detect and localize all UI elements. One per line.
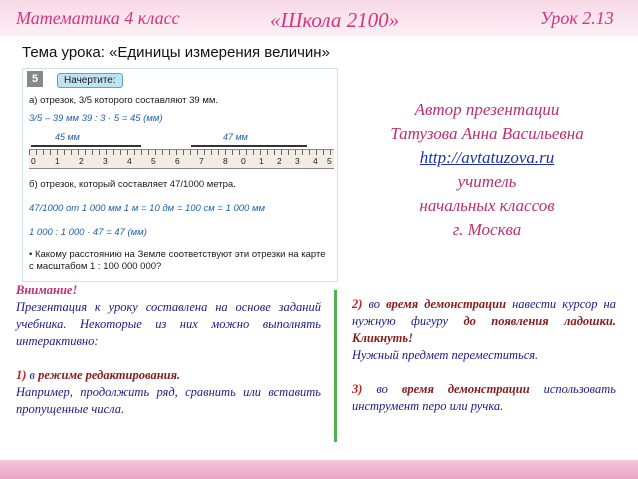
author-city: г. Москва: [452, 220, 522, 239]
intro-text: Презентация к уроку составлена на основе заданий учебника. Некоторые из них можно выполнять интерактивно:: [16, 300, 321, 348]
item2-number: 2): [352, 297, 369, 311]
author-name: Татузова Анна Васильевна: [390, 124, 584, 143]
program-label: «Школа 2100»: [270, 8, 400, 32]
item3-prefix: во: [376, 382, 402, 396]
item2-demo: время демонстрации: [386, 297, 507, 311]
ruler-number: 1: [259, 156, 264, 166]
item3-demo: время демонстрации: [401, 382, 530, 396]
item2-after: Нужный предмет переместиться.: [352, 348, 539, 362]
subject-label: Математика 4 класс: [16, 8, 180, 28]
ruler-number: 7: [199, 156, 204, 166]
author-link[interactable]: http://avtatuzova.ru: [419, 148, 555, 167]
ruler-number: 5: [327, 156, 332, 166]
ruler-number: 8: [223, 156, 228, 166]
right-instructions: [352, 296, 616, 415]
item2-prefix: во: [368, 297, 387, 311]
author-role-2: начальных классов: [419, 196, 555, 215]
item3-text: использовать инструмент перо или ручка.: [352, 382, 616, 413]
item2-middle: навести курсор на нужную фигуру: [352, 297, 616, 328]
ruler-number: 0: [31, 156, 36, 166]
author-role: учитель: [457, 172, 517, 191]
ruler-number: 1: [55, 156, 60, 166]
ruler-number: 6: [175, 156, 180, 166]
textbook-excerpt: [22, 68, 338, 282]
exercise-line-b: б) отрезок, который составляет 47/1000 метра.: [29, 179, 236, 190]
exercise-line-a: а) отрезок, 3/5 которого составляют 39 мм.: [29, 95, 219, 106]
lesson-topic: Тема урока: «Единицы измерения величин»: [22, 44, 330, 61]
ruler-ticks: [29, 150, 334, 155]
author-title: Автор презентации: [414, 100, 560, 119]
item1-number: 1): [16, 368, 30, 382]
ruler: [29, 149, 334, 169]
segment-1: [31, 145, 141, 147]
author-block: [352, 98, 622, 242]
item2-action: до появления ладошки. Кликнуть!: [352, 314, 616, 345]
ruler-number: 3: [103, 156, 108, 166]
ruler-number: 5: [151, 156, 156, 166]
item1-mode: режиме редактирования.: [38, 368, 181, 382]
exercise-question: • Какому расстоянию на Земле соответствуют эти отрезки на карте с масштабом 1 : 100 000 000?: [29, 249, 326, 272]
lesson-label: Урок 2.13: [540, 8, 614, 28]
item3-number: 3): [352, 382, 377, 396]
ruler-number: 0: [241, 156, 246, 166]
exercise-calc-b2: 1 000 : 1 000 · 47 = 47 (мм): [29, 227, 147, 238]
ruler-number: 2: [79, 156, 84, 166]
exercise-calc-b1: 47/1000 от 1 000 мм 1 м = 10 дм = 100 см = 1 000 мм: [29, 203, 265, 214]
exercise-task: Начертите:: [57, 73, 123, 88]
exercise-calc-a: 3/5 – 39 мм 39 : 3 · 5 = 45 (мм): [29, 113, 163, 124]
attention-heading: Внимание!: [16, 283, 78, 297]
ruler-number: 3: [295, 156, 300, 166]
column-divider: [334, 290, 337, 442]
item1-text: Например, продолжить ряд, сравнить или вставить пропущенные числа.: [16, 385, 321, 416]
segment-label-2: 47 мм: [223, 132, 248, 142]
segment-2: [191, 145, 307, 147]
ruler-number: 4: [313, 156, 318, 166]
ruler-number: 2: [277, 156, 282, 166]
exercise-number: 5: [27, 71, 43, 87]
segment-label-1: 45 мм: [55, 132, 80, 142]
item1-prefix: в: [29, 368, 39, 382]
left-instructions: [16, 282, 321, 418]
ruler-number: 4: [127, 156, 132, 166]
footer-band: [0, 460, 638, 479]
